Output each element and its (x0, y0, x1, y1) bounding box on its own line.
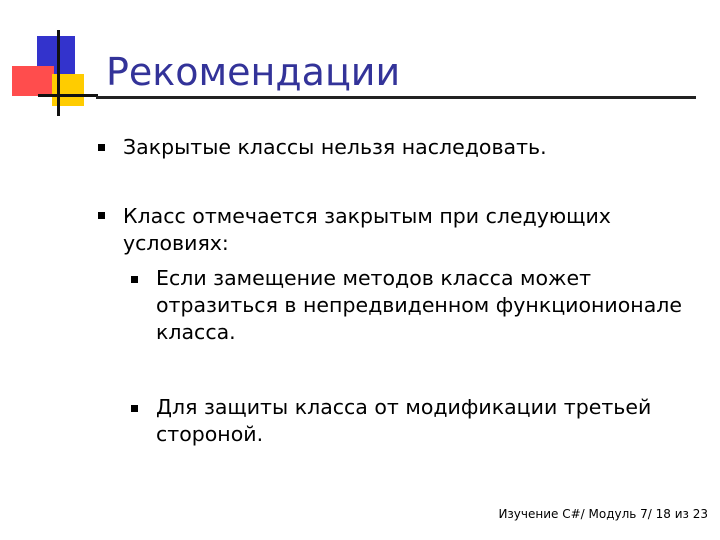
bullet-item: Класс отмечается закрытым при следующих условиях: (123, 204, 611, 255)
bullet-marker-icon (98, 212, 105, 219)
bullet-marker-icon (98, 144, 105, 151)
sub-bullet-item: Если замещение методов класса может отразиться в непредвиденном функционионале класса. (156, 266, 682, 344)
slide-title: Рекомендации (106, 50, 401, 94)
sub-bullet-marker-icon (131, 276, 138, 283)
sub-bullet-marker-icon (131, 405, 138, 412)
slide-footer: Изучение C#/ Модуль 7/ 18 из 23 (498, 507, 708, 521)
bullet-item: Закрытые классы нельзя наследовать. (123, 135, 547, 159)
sub-bullet-item: Для защиты класса от модификации третьей стороной. (156, 395, 652, 446)
